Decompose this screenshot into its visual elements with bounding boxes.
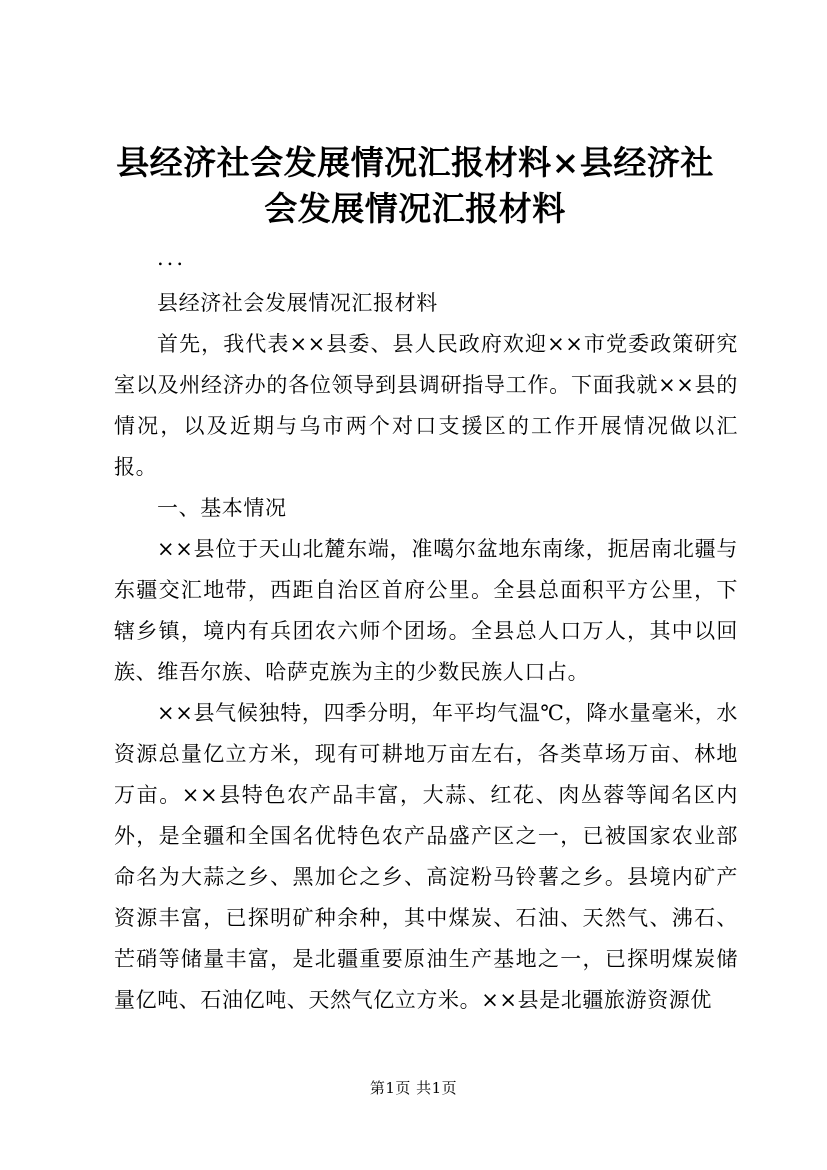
document-body: [114, 243, 738, 1021]
paragraph-subtitle: 县经济社会发展情况汇报材料: [157, 291, 438, 315]
document-title: 县经济社会发展情况汇报材料×县经济社会发展情况汇报材料: [116, 143, 714, 228]
paragraph-climate-resources: ××县气候独特，四季分明，年平均气温℃，降水量毫米，水资源总量亿立方米，现有可耕地万亩左右，各类草场万亩、林地万亩。××县特色农产品丰富，大蒜、红花、肉丛蓉等闻名区内外，是全疆和全国名优特色农产品盛产区之一，已被国家农业部命名为大蒜之乡、黑加仑之乡、高淀粉马铃薯之乡。县境内矿产资源丰富，已探明矿种余种，其中煤炭、石油、天然气、沸石、芒硝等储量丰富，是北疆重要原油生产基地之一，已探明煤炭储量亿吨、石油亿吨、天然气亿立方米。××县是北疆旅游资源优: [114, 701, 738, 1012]
ellipsis-line: ...: [157, 246, 187, 270]
page-footer: 第1页 共1页: [369, 1079, 458, 1097]
section-heading-basic-info: 一、基本情况: [157, 496, 287, 520]
paragraph-location: ××县位于天山北麓东端，准噶尔盆地东南缘，扼居南北疆与东疆交汇地带，西距自治区首府公里。全县总面积平方公里，下辖乡镇，境内有兵团农六师个团场。全县总人口万人，其中以回族、维吾尔族、哈萨克族为主的少数民族人口占。: [114, 537, 738, 684]
paragraph-intro: 首先，我代表××县委、县人民政府欢迎××市党委政策研究室以及州经济办的各位领导到县调研指导工作。下面我就××县的情况，以及近期与乌市两个对口支援区的工作开展情况做以汇报。: [114, 332, 738, 479]
